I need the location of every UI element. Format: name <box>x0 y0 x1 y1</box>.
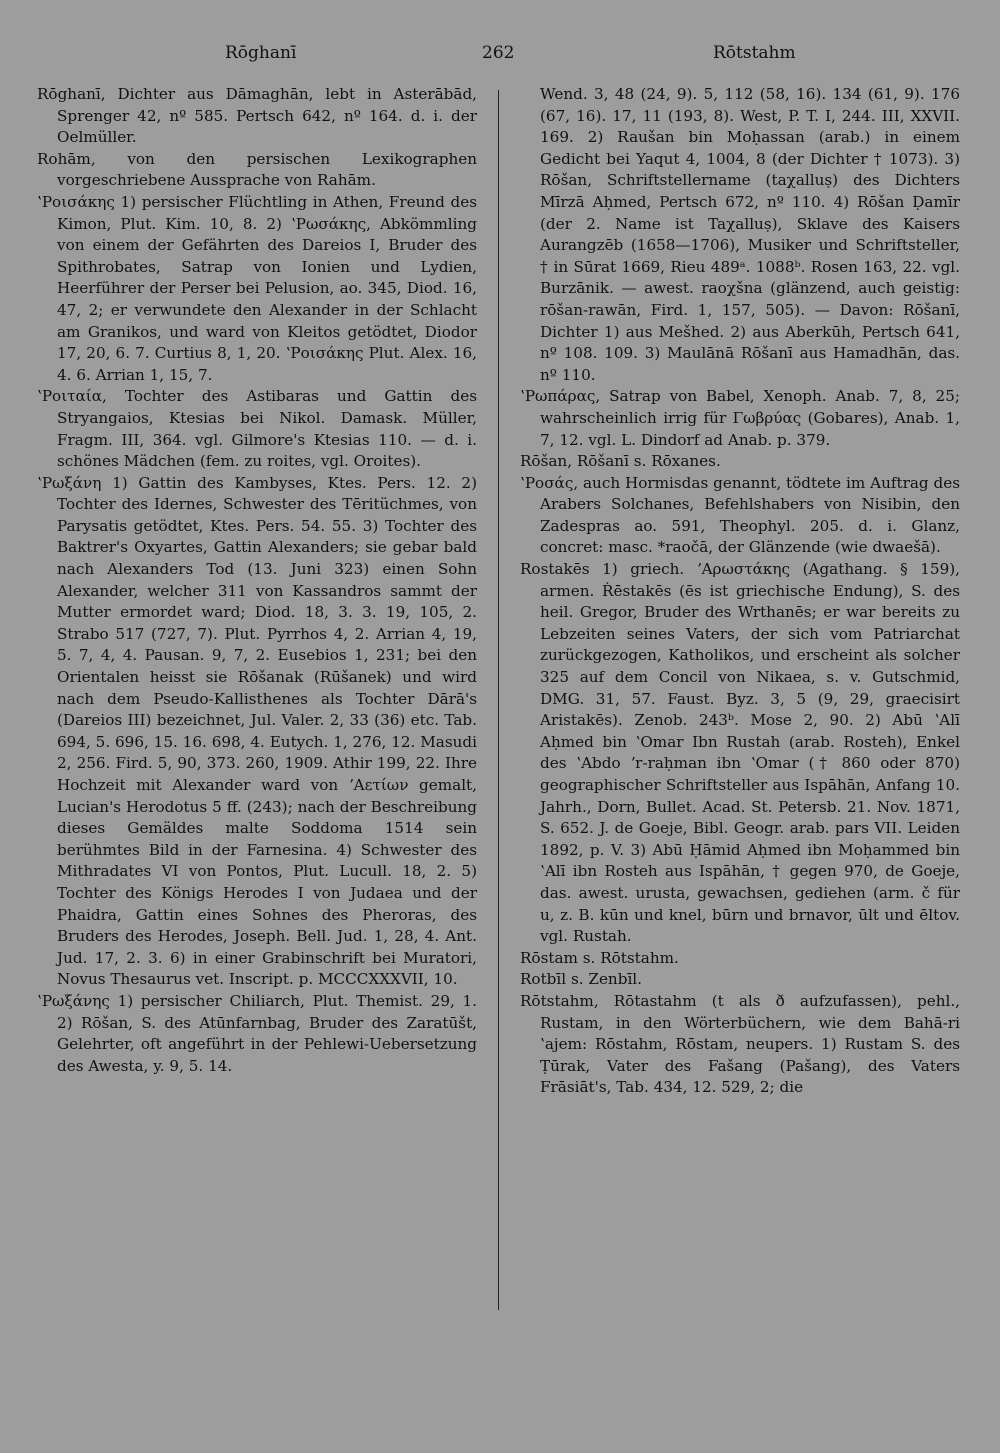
entry-rotstahm: Rōtstahm, Rōtastahm (t als ð aufzufassen), pehl., Rustam, in den Wörterbüchern, wie dem Bahā-ri ʽajem: Rōstahm, Rōstam, neupers. 1) Rustam S. des Ṭūrak, Vater des Fašang (Pašang), des Vaters Frāsiāt's, Tab. 434, 12. 529, 2; die <box>520 991 960 1097</box>
running-header <box>0 38 1000 68</box>
entry-rotbil-xref: Rotbīl s. Zenbīl. <box>520 970 642 989</box>
entry-roitaia: ʽΡοιταία, Tochter des Astibaras und Gattin des Stryangaios, Ktesias bei Nikol. Damask. Müller, Fragm. III, 364. vgl. Gilmore's Ktesias 110. — d. i. schönes Mädchen (fem. zu roites, vgl. Oroites). <box>37 387 477 471</box>
entry-roparas: ʽΡωπάρας, Satrap von Babel, Xenoph. Anab. 7, 8, 25; wahrscheinlich irrig für Γωβρύας (Gobares), Anab. 1, 7, 12. vgl. L. Dindorf ad Anab. p. 379. <box>520 387 960 449</box>
page-number: 262 <box>482 43 515 63</box>
entry-roxanes: ʽΡωξάνης 1) persischer Chiliarch, Plut. Themist. 29, 1. 2) Rōšan, S. des Atūnfarnbag, Bruder des Zaratūšt, Gelehrter, oft angeführt in der Pehlewi-Uebersetzung des Awesta, y. 9, 5. 14. <box>37 991 477 1075</box>
header-right-word: Rōtstahm <box>713 43 796 63</box>
entry-roghani: Rōghanī, Dichter aus Dāmaghān, lebt in Asterābād, Sprenger 42, nº 585. Pertsch 642, nº 164. d. i. der Oelmüller. <box>37 85 477 147</box>
left-column <box>37 84 477 1077</box>
header-left-word: Rōghanī <box>225 43 297 63</box>
entry-roisakes: ʽΡοισάκης 1) persischer Flüchtling in Athen, Freund des Kimon, Plut. Kim. 10, 8. 2) ʽΡωσάκης, Abkömmling von einem der Gefährten des Dareios I, Bruder des Spithrobates, Satrap von Ionien und Lydien, Heerführer der Perser bei Pelusion, ao. 345, Diod. 16, 47, 2; er verwundete den Alexander in der Schlacht am Granikos, und ward von Kleitos getödtet, Diodor 17, 20, 6. 7. Curtius 8, 1, 20. ʽΡοισάκης Plut. Alex. 16, 4. 6. Arrian 1, 15, 7. <box>37 192 477 384</box>
right-column <box>520 84 960 1099</box>
entry-roxane: ʽΡωξάνη 1) Gattin des Kambyses, Ktes. Pers. 12. 2) Tochter des Idernes, Schwester des Tēritüchmes, von Parysatis getödtet, Ktes. Pers. 54. 55. 3) Tochter des Baktrer's Oxyartes, Gattin Alexanders; sie gebar bald nach Alexanders Tod (13. Juni 323) einen Sohn Alexander, welcher 311 von Kassandros sammt der Mutter ermordet ward; Diod. 18, 3. 3. 19, 105, 2. Strabo 517 (727, 7). Plut. Pyrrhos 4, 2. Arrian 4, 19, 5. 7, 4, 4. Pausan. 9, 7, 2. Eusebios 1, 231; bei den Orientalen heisst sie Rōšanak (Rūšanek) und wird nach dem Pseudo-Kallisthenes als Tochter Dārā's (Dareios III) bezeichnet, Jul. Valer. 2, 33 (36) etc. Tab. 694, 5. 696, 15. 16. 698, 4. Eutych. 1, 276, 12. Masudi 2, 256. Fird. 5, 90, 373. 260, 1909. Athir 199, 22. Ihre Hochzeit mit Alexander ward von ʼΑετίων gemalt, Lucian's Herodotus 5 ff. (243); nach der Beschreibung dieses Gemäldes malte Soddoma 1514 sein berühmtes Bild in der Farnesina. 4) Schwester des Mithradates VI von Pontos, Plut. Lucull. 18, 2. 5) Tochter des Königs Herodes I von Judaea und der Phaidra, Gattin eines Sohnes des Pheroras, des Bruders des Herodes, Joseph. Bell. Jud. 1, 28, 4. Ant. Jud. 17, 2. 3. 6) in einer Grabinschrift bei Muratori, Novus Thesaurus vet. Inscript. p. MCCCXXXVII, 10. <box>37 473 477 989</box>
entry-roham: Rohām, von den persischen Lexikographen vorgeschriebene Aussprache von Rahām. <box>37 149 477 190</box>
column-divider <box>498 90 499 1310</box>
entry-continuation: Wend. 3, 48 (24, 9). 5, 112 (58, 16). 134 (61, 9). 176 (67, 16). 17, 11 (193, 8). West, P. T. I, 244. III, XXVII. 169. 2) Raušan bin Moḥassan (arab.) in einem Gedicht bei Yaqut 4, 1004, 8 (der Dichter † 1073). 3) Rōšan, Schriftstellername (taχalluṣ) des Dichters Mīrzā Aḥmed, Pertsch 672, nº 110. 4) Rōšan Ḍamīr (der 2. Name ist Taχalluṣ), Sklave des Kaisers Aurangzēb (1658—1706), Musiker und Schriftsteller, † in Sūrat 1669, Rieu 489ᵃ. 1088ᵇ. Rosen 163, 22. vgl. Burzānik. — awest. raoχšna (glänzend, auch geistig: rōšan-rawān, Fird. 1, 157, 505). — Davon: Rōšanī, Dichter 1) aus Mešhed. 2) aus Aberkūh, Pertsch 641, nº 108. 109. 3) Maulānā Rōšanī aus Hamadhān, das. nº 110. <box>540 85 960 384</box>
entry-rostam-xref: Rōstam s. Rōtstahm. <box>520 948 679 967</box>
entry-rosas: ʽΡοσάς, auch Hormisdas genannt, tödtete im Auftrag des Arabers Solchanes, Befehlshabers von Nisibin, den Zadespras ao. 591, Theophyl. 205. d. i. Glanz, concret: masc. *raočā, der Glänzende (wie dwaešā). <box>520 473 960 557</box>
entry-rostakes: Rostakēs 1) griech. ʼΑρωστάκης (Agathang. § 159), armen. Ṙēstakēs (ēs ist griechische Endung), S. des heil. Gregor, Bruder des Wrthanēs; er war bereits zu Lebzeiten seines Vaters, der sich vom Patriarchat zurückgezogen, Katholikos, und erscheint als solcher 325 auf dem Concil von Nikaea, s. v. Gutschmid, DMG. 31, 57. Faust. Byz. 3, 5 (9, 29, graecisirt Aristakēs). Zenob. 243ᵇ. Mose 2, 90. 2) Abū ʽAlī Aḥmed bin ʽOmar Ibn Rustah (arab. Rosteh), Enkel des ʽAbdo ʼr-raḥman ibn ʽOmar († 860 oder 870) geographischer Schriftsteller aus Ispāhān, Anfang 10. Jahrh., Dorn, Bullet. Acad. St. Petersb. 21. Nov. 1871, S. 652. J. de Goeje, Bibl. Geogr. arab. pars VII. Leiden 1892, p. V. 3) Abū Ḥāmid Aḥmed ibn Moḥammed bin ʽAlī ibn Rosteh aus Ispāhān, † gegen 970, de Goeje, das. awest. urusta, gewachsen, gediehen (arm. č für u, z. B. kūn und knel, būrn und brnavor, ūlt und ēltov. vgl. Rustah. <box>520 560 960 946</box>
entry-rosan-xref: Rōšan, Rōšanī s. Rōxanes. <box>520 452 721 471</box>
